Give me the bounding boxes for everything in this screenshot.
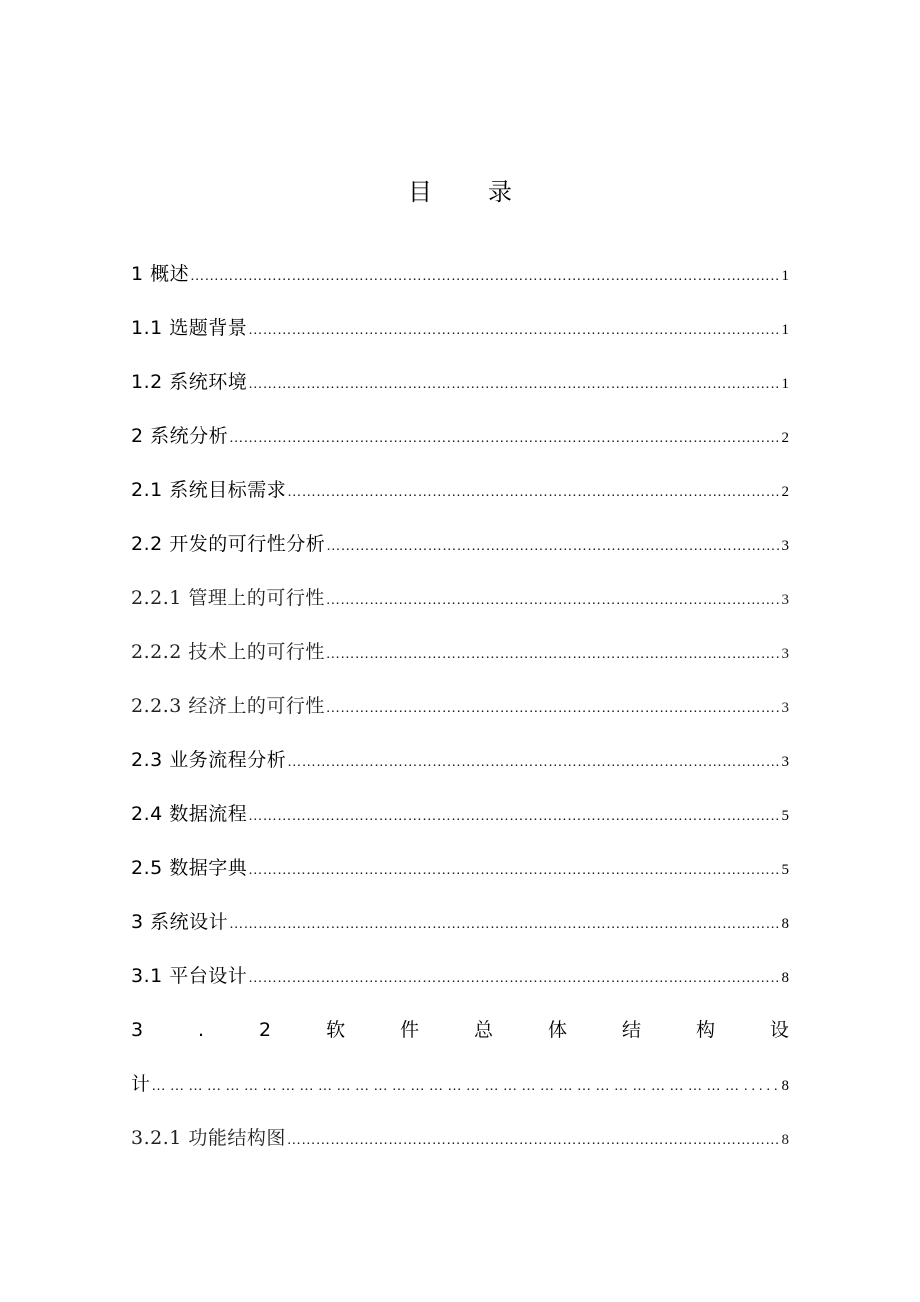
toc-entry-page: 8 [781, 1078, 789, 1094]
toc-entry-label: 2.2.2 技术上的可行性 [131, 641, 325, 663]
toc-leader-dots [287, 469, 780, 517]
toc-leader-dots [248, 955, 780, 1003]
toc-entry-page: 3 [781, 646, 789, 662]
toc-leader-dots [229, 901, 780, 949]
toc-leader-dots [248, 847, 780, 895]
toc-leader-tail: ..... [744, 1079, 782, 1094]
toc-entry-label: 2.1 系统目标需求 [131, 479, 287, 501]
toc-justified-char: 总 [474, 1019, 494, 1041]
toc-justified-char: 2 [259, 1019, 272, 1041]
toc-justified-char: 设 [769, 1019, 789, 1041]
toc-entry-page: 5 [781, 808, 789, 824]
toc-leader-dots [287, 1117, 781, 1165]
toc-entry-label: 计 [131, 1073, 151, 1095]
toc-entry-page: 8 [781, 916, 789, 932]
toc-entry-page: 3 [781, 754, 789, 770]
toc-justified-char: . [198, 1019, 205, 1041]
toc-entry-1-1[interactable] [131, 304, 789, 358]
toc-entry-3-2-line-1[interactable] [131, 1006, 789, 1060]
toc-leader-dots [326, 523, 780, 571]
toc-entry-2-2-3[interactable] [131, 682, 789, 736]
toc-leader-dots [326, 631, 781, 679]
toc-entry-label: 3 系统设计 [131, 911, 229, 933]
toc-leader-dots [326, 577, 781, 625]
toc-entry-page: 3 [781, 538, 789, 554]
toc-entry-page: 2 [781, 430, 789, 446]
toc-entry-page: 1 [781, 268, 789, 284]
toc-entry-label: 2 系统分析 [131, 425, 229, 447]
toc-justified-char: 3 [131, 1019, 144, 1041]
toc-entry-label: 2.3 业务流程分析 [131, 749, 287, 771]
toc-leader-dots [190, 253, 780, 301]
toc-entry-page: 3 [781, 592, 789, 608]
toc-entry-1-2[interactable] [131, 358, 789, 412]
toc-entry-page: 1 [781, 376, 789, 392]
toc-title-char-2: 录 [488, 178, 512, 206]
toc-entry-3-2-1[interactable] [131, 1114, 789, 1168]
toc-entry-1[interactable] [131, 250, 789, 304]
toc-entry-label: 2.2.1 管理上的可行性 [131, 587, 325, 609]
toc-entry-3-2-line-2[interactable] [131, 1060, 789, 1114]
toc-entry-page: 1 [781, 322, 789, 338]
toc-entry-3[interactable] [131, 898, 789, 952]
toc-entry-2-1[interactable] [131, 466, 789, 520]
toc-leader-dots [326, 685, 781, 733]
toc-entry-page: 8 [781, 1132, 789, 1148]
toc-title [0, 176, 920, 208]
toc-justified-char: 体 [548, 1019, 568, 1041]
toc-entry-2[interactable] [131, 412, 789, 466]
toc-entry-label: 1.1 选题背景 [131, 317, 248, 339]
toc-leader-dots [287, 739, 780, 787]
toc-entry-label: 3.1 平台设计 [131, 965, 248, 987]
toc-entry-label: 1.2 系统环境 [131, 371, 248, 393]
toc-leader-dots [248, 361, 780, 409]
toc-entry-2-2[interactable] [131, 520, 789, 574]
toc-entry-2-3[interactable] [131, 736, 789, 790]
toc-list [131, 250, 789, 1168]
toc-entry-2-5[interactable] [131, 844, 789, 898]
toc-leader-dots [152, 1063, 743, 1111]
toc-leader-dots [229, 415, 780, 463]
toc-entry-page: 8 [781, 970, 789, 986]
toc-justified-char: 软 [326, 1019, 346, 1041]
toc-justified-char: 结 [621, 1019, 641, 1041]
toc-justified-char: 件 [400, 1019, 420, 1041]
toc-entry-3-1[interactable] [131, 952, 789, 1006]
toc-entry-label: 2.2 开发的可行性分析 [131, 533, 326, 555]
toc-entry-label: 3.2.1 功能结构图 [131, 1127, 286, 1149]
toc-entry-label: 2.4 数据流程 [131, 803, 248, 825]
toc-leader-dots [248, 793, 780, 841]
toc-justified-char: 构 [695, 1019, 715, 1041]
toc-entry-page: 3 [781, 700, 789, 716]
toc-title-char-1: 目 [408, 178, 432, 206]
toc-entry-label: 1 概述 [131, 263, 190, 285]
toc-entry-2-2-2[interactable] [131, 628, 789, 682]
toc-entry-2-2-1[interactable] [131, 574, 789, 628]
toc-entry-label: 2.2.3 经济上的可行性 [131, 695, 325, 717]
toc-entry-label: 2.5 数据字典 [131, 857, 248, 879]
toc-entry-page: 2 [781, 484, 789, 500]
toc-leader-dots [248, 307, 780, 355]
toc-entry-page: 5 [781, 862, 789, 878]
toc-entry-2-4[interactable] [131, 790, 789, 844]
